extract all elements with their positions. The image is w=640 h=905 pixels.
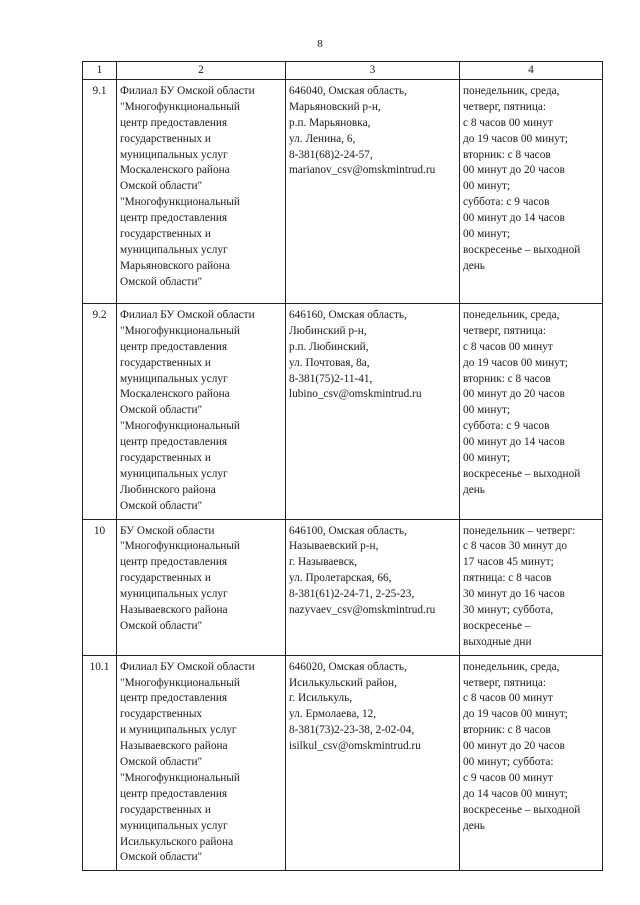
organization-name-line: центр предоставления [120, 692, 228, 705]
organization-name-line: центр предоставления [120, 436, 228, 449]
organization-name-line: государственных и [120, 356, 211, 369]
working-hours-line: с 8 часов 00 минут [463, 116, 553, 129]
organization-name-line: "Многофункциональный [120, 676, 240, 689]
organization-name-line: Любинского района [120, 483, 216, 496]
organization-name-line: Филиал БУ Омской области [120, 309, 255, 321]
organization-name-line: муниципальных услуг [120, 243, 228, 256]
address-contacts-line: 8-381(75)2-11-41, [289, 372, 373, 385]
working-hours-line: вторник: с 8 часов [463, 372, 551, 385]
working-hours-line: вторник: с 8 часов [463, 724, 551, 737]
working-hours-line: 30 минут до 16 часов [463, 588, 565, 601]
working-hours-line: понедельник, среда, [463, 85, 560, 97]
organization-name [117, 80, 286, 304]
working-hours-line: 00 минут; [463, 452, 511, 465]
address-contacts-line: р.п. Любинский, [289, 340, 369, 353]
working-hours-line: день [463, 259, 485, 272]
address-contacts [286, 80, 460, 304]
header-cell-3: 3 [286, 62, 460, 80]
working-hours-line: день [463, 483, 485, 496]
working-hours-line: до 14 часов 00 минут; [463, 787, 568, 800]
working-hours-line: воскресенье – [463, 619, 531, 632]
working-hours-line: понедельник, среда, [463, 660, 560, 673]
working-hours-line: 00 минут; [463, 228, 511, 241]
organization-name-line: государственных и [120, 132, 211, 145]
header-row [83, 62, 603, 80]
working-hours-line: воскресенье – выходной [463, 243, 581, 256]
organization-name-line: и муниципальных услуг [120, 724, 237, 737]
working-hours-line: 00 минут до 20 часов [463, 164, 565, 177]
working-hours-line: суббота: с 9 часов [463, 420, 550, 433]
organization-name-line: центр предоставления [120, 340, 228, 353]
working-hours-line: выходные дни [463, 635, 532, 648]
organization-name-line: "Многофункциональный [120, 100, 240, 113]
working-hours [460, 80, 603, 304]
organization-name-line: Называевского района [120, 604, 228, 617]
table-row [83, 519, 603, 655]
organization-name-line: муниципальных услуг [120, 588, 228, 601]
organization-name-line: Исилькульского района [120, 835, 234, 848]
address-contacts-line: ул. Ленина, 6, [289, 132, 356, 145]
organization-name-line: Омской области" [120, 275, 203, 288]
working-hours-line: 00 минут; [463, 180, 511, 193]
working-hours-line: 00 минут до 14 часов [463, 212, 565, 225]
working-hours-line: 00 минут до 20 часов [463, 388, 565, 401]
working-hours-line: до 19 часов 00 минут; [463, 708, 568, 721]
organization-name-line: Филиал БУ Омской области [120, 660, 255, 673]
organization-name-line: центр предоставления [120, 556, 228, 569]
working-hours [460, 519, 603, 655]
organization-name-line: центр предоставления [120, 212, 228, 225]
organization-name-line: государственных и [120, 452, 211, 465]
organization-name [117, 519, 286, 655]
organization-name-line: центр предоставления [120, 787, 228, 800]
organization-name-line: "Многофункциональный [120, 196, 240, 209]
working-hours-line: день [463, 819, 485, 832]
organization-name-line: центр предоставления [120, 116, 228, 129]
working-hours-line: четверг, пятница: [463, 324, 547, 337]
working-hours-line: 17 часов 45 минут; [463, 556, 554, 569]
working-hours-line: вторник: с 8 часов [463, 148, 551, 161]
organization-name-line: Омской области" [120, 499, 203, 512]
organization-name-line: муниципальных услуг [120, 148, 228, 161]
organization-name-line: БУ Омской области [120, 524, 215, 537]
working-hours-line: с 9 часов 00 минут [463, 771, 553, 784]
organization-name-line: Омской области" [120, 180, 203, 193]
organization-name-line: Омской области" [120, 619, 203, 632]
organization-name-line: Омской области" [120, 404, 203, 417]
organization-name-line: муниципальных услуг [120, 467, 228, 480]
working-hours-line: четверг, пятница: [463, 676, 547, 689]
address-contacts-line: 8-381(73)2-23-38, 2-02-04, [289, 724, 415, 737]
organization-name-line: государственных и [120, 572, 211, 585]
working-hours-line: понедельник – четверг: [463, 524, 576, 537]
address-contacts-line: Марьяновский р-н, [289, 100, 381, 113]
organization-name-line: Называевского района [120, 740, 228, 753]
organization-name-line: муниципальных услуг [120, 372, 228, 385]
address-contacts-line: Называевский р-н, [289, 540, 379, 553]
address-contacts-line: ул. Ермолаева, 12, [289, 708, 377, 721]
address-contacts-line: isilkul_csv@omskmintrud.ru [289, 740, 421, 753]
working-hours-line: 00 минут; суббота: [463, 756, 554, 769]
address-contacts [286, 304, 460, 520]
organization-name-line: Марьяновского района [120, 259, 230, 272]
branches-table [82, 61, 603, 871]
address-contacts-line: nazyvaev_csv@omskmintrud.ru [289, 604, 436, 617]
address-contacts-line: 646160, Омская область, [289, 309, 407, 321]
organization-name-line: государственных и [120, 803, 211, 816]
working-hours-line: пятница: с 8 часов [463, 572, 552, 585]
header-cell-2: 2 [117, 62, 286, 80]
organization-name [117, 655, 286, 871]
organization-name-line: "Многофункциональный [120, 420, 240, 433]
organization-name-line: муниципальных услуг [120, 819, 228, 832]
working-hours-line: с 8 часов 00 минут [463, 692, 553, 705]
table-row [83, 304, 603, 520]
address-contacts-line: г. Называевск, [289, 556, 358, 569]
table-row [83, 655, 603, 871]
address-contacts-line: 646040, Омская область, [289, 85, 407, 97]
address-contacts-line: ул. Почтовая, 8а, [289, 356, 370, 369]
working-hours-line: суббота: с 9 часов [463, 196, 550, 209]
row-number: 10 [83, 519, 117, 655]
working-hours [460, 655, 603, 871]
working-hours-line: понедельник, среда, [463, 309, 560, 321]
organization-name-line: Москаленского района [120, 388, 230, 401]
address-contacts-line: г. Исилькуль, [289, 692, 353, 705]
address-contacts-line: Любинский р-н, [289, 324, 367, 337]
organization-name-line: Москаленского района [120, 164, 230, 177]
address-contacts-line: marianov_csv@omskmintrud.ru [289, 164, 436, 177]
address-contacts-line: 8-381(61)2-24-71, 2-25-23, [289, 588, 415, 601]
address-contacts-line: 646100, Омская область, [289, 524, 407, 537]
address-contacts-line: Исилькульский район, [289, 676, 397, 689]
working-hours-line: 30 минут; суббота, [463, 604, 554, 617]
header-cell-4: 4 [460, 62, 603, 80]
working-hours-line: с 8 часов 30 минут до [463, 540, 567, 553]
working-hours-line: 00 минут; [463, 404, 511, 417]
row-number: 9.2 [83, 304, 117, 520]
working-hours-line: с 8 часов 00 минут [463, 340, 553, 353]
address-contacts-line: ул. Пролетарская, 66, [289, 572, 392, 585]
organization-name-line: Филиал БУ Омской области [120, 85, 255, 97]
organization-name-line: "Многофункциональный [120, 540, 240, 553]
organization-name-line: государственных [120, 708, 203, 721]
working-hours-line: до 19 часов 00 минут; [463, 132, 568, 145]
organization-name-line: "Многофункциональный [120, 771, 240, 784]
address-contacts [286, 655, 460, 871]
row-number: 9.1 [83, 80, 117, 304]
organization-name [117, 304, 286, 520]
organization-name-line: государственных и [120, 228, 211, 241]
working-hours-line: воскресенье – выходной [463, 803, 581, 816]
table-row [83, 80, 603, 304]
address-contacts-line: 646020, Омская область, [289, 660, 407, 673]
organization-name-line: Омской области" [120, 851, 203, 864]
working-hours-line: 00 минут до 20 часов [463, 740, 565, 753]
working-hours-line: четверг, пятница: [463, 100, 547, 113]
address-contacts-line: р.п. Марьяновка, [289, 116, 371, 129]
working-hours [460, 304, 603, 520]
working-hours-line: до 19 часов 00 минут; [463, 356, 568, 369]
address-contacts [286, 519, 460, 655]
working-hours-line: воскресенье – выходной [463, 467, 581, 480]
header-cell-1: 1 [83, 62, 117, 80]
address-contacts-line: lubino_csv@omskmintrud.ru [289, 388, 422, 401]
page-number: 8 [317, 38, 323, 50]
working-hours-line: 00 минут до 14 часов [463, 436, 565, 449]
organization-name-line: Омской области" [120, 756, 203, 769]
address-contacts-line: 8-381(68)2-24-57, [289, 148, 373, 161]
row-number: 10.1 [83, 655, 117, 871]
organization-name-line: "Многофункциональный [120, 324, 240, 337]
